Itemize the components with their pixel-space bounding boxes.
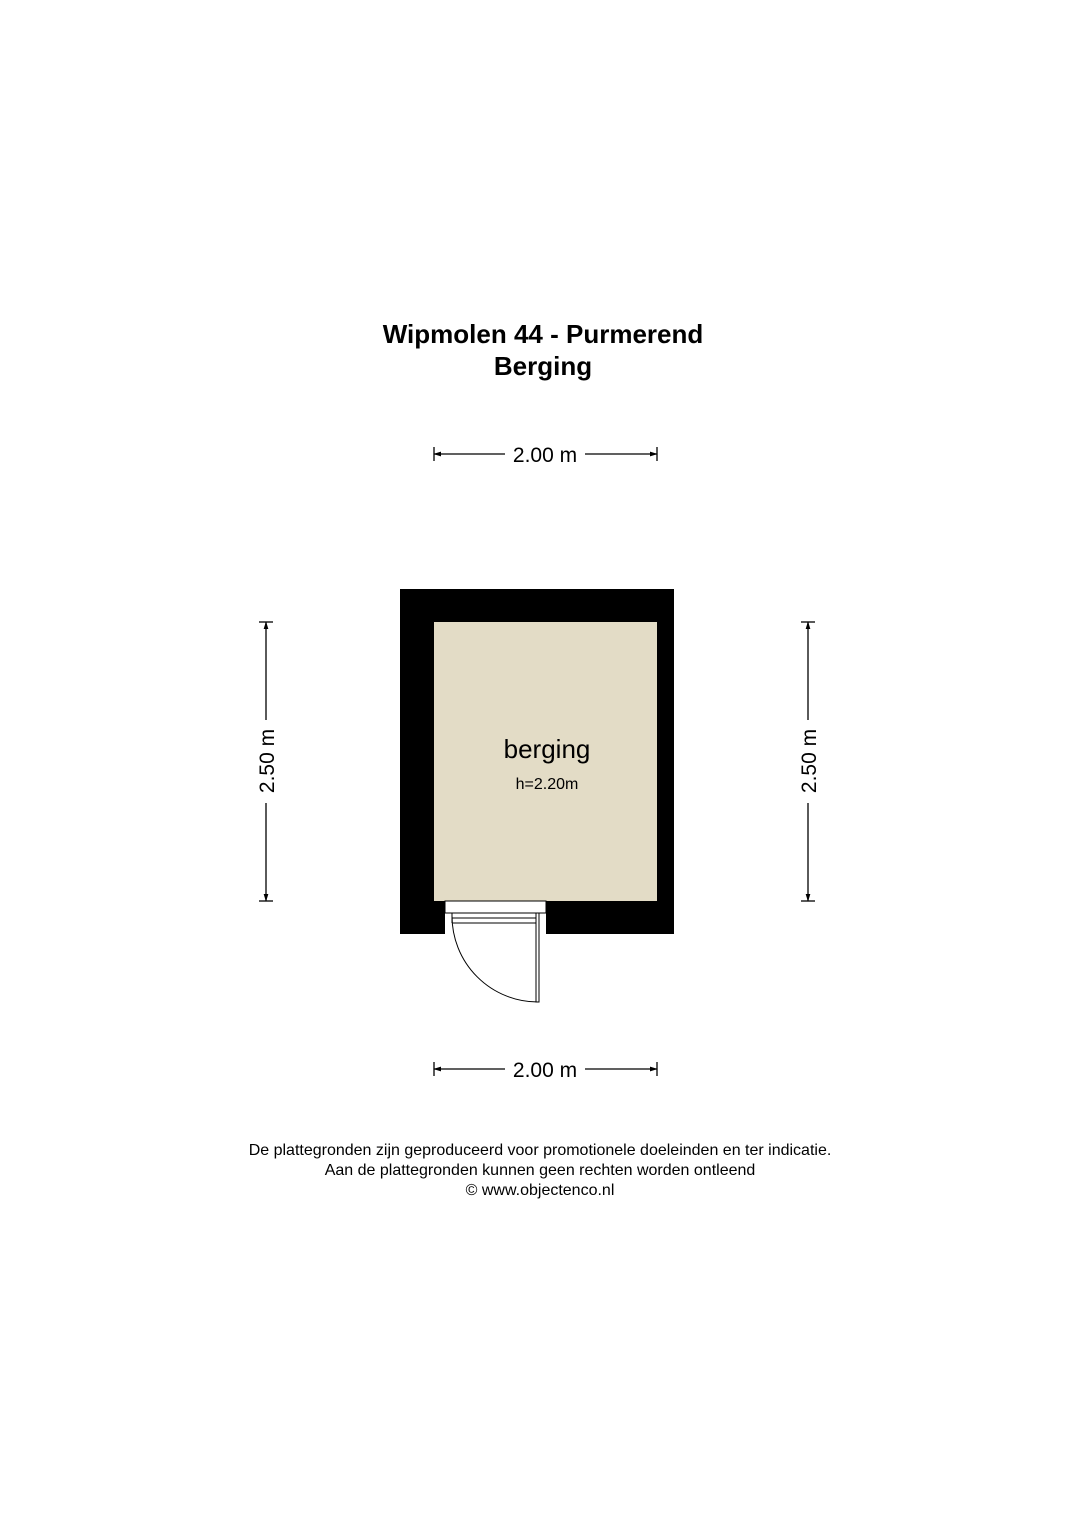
disclaimer-line: De plattegronden zijn geproduceerd voor promotionele doeleinden en ter indicatie.: [248, 1142, 832, 1159]
door-swing: [452, 913, 539, 1002]
plan-subtitle: Berging: [493, 351, 593, 381]
plan-title: Wipmolen 44 - Purmerend: [382, 319, 704, 349]
dimension-top-label: 2.00 m: [512, 444, 578, 467]
room-name: berging: [503, 734, 591, 764]
dimension-left-label: 2.50 m: [256, 728, 279, 794]
room-height: h=2.20m: [515, 776, 579, 793]
dimension-right: [798, 622, 821, 901]
dimension-top: [434, 444, 657, 467]
copyright-line: © www.objectenco.nl: [465, 1182, 615, 1199]
dimension-left: [256, 622, 279, 901]
dimension-bottom-label: 2.00 m: [512, 1059, 578, 1082]
disclaimer-line: Aan de plattegronden kunnen geen rechten worden ontleend: [324, 1162, 756, 1179]
door-threshold: [445, 901, 546, 923]
dimension-right-label: 2.50 m: [798, 728, 821, 794]
dimension-bottom: [434, 1059, 657, 1082]
